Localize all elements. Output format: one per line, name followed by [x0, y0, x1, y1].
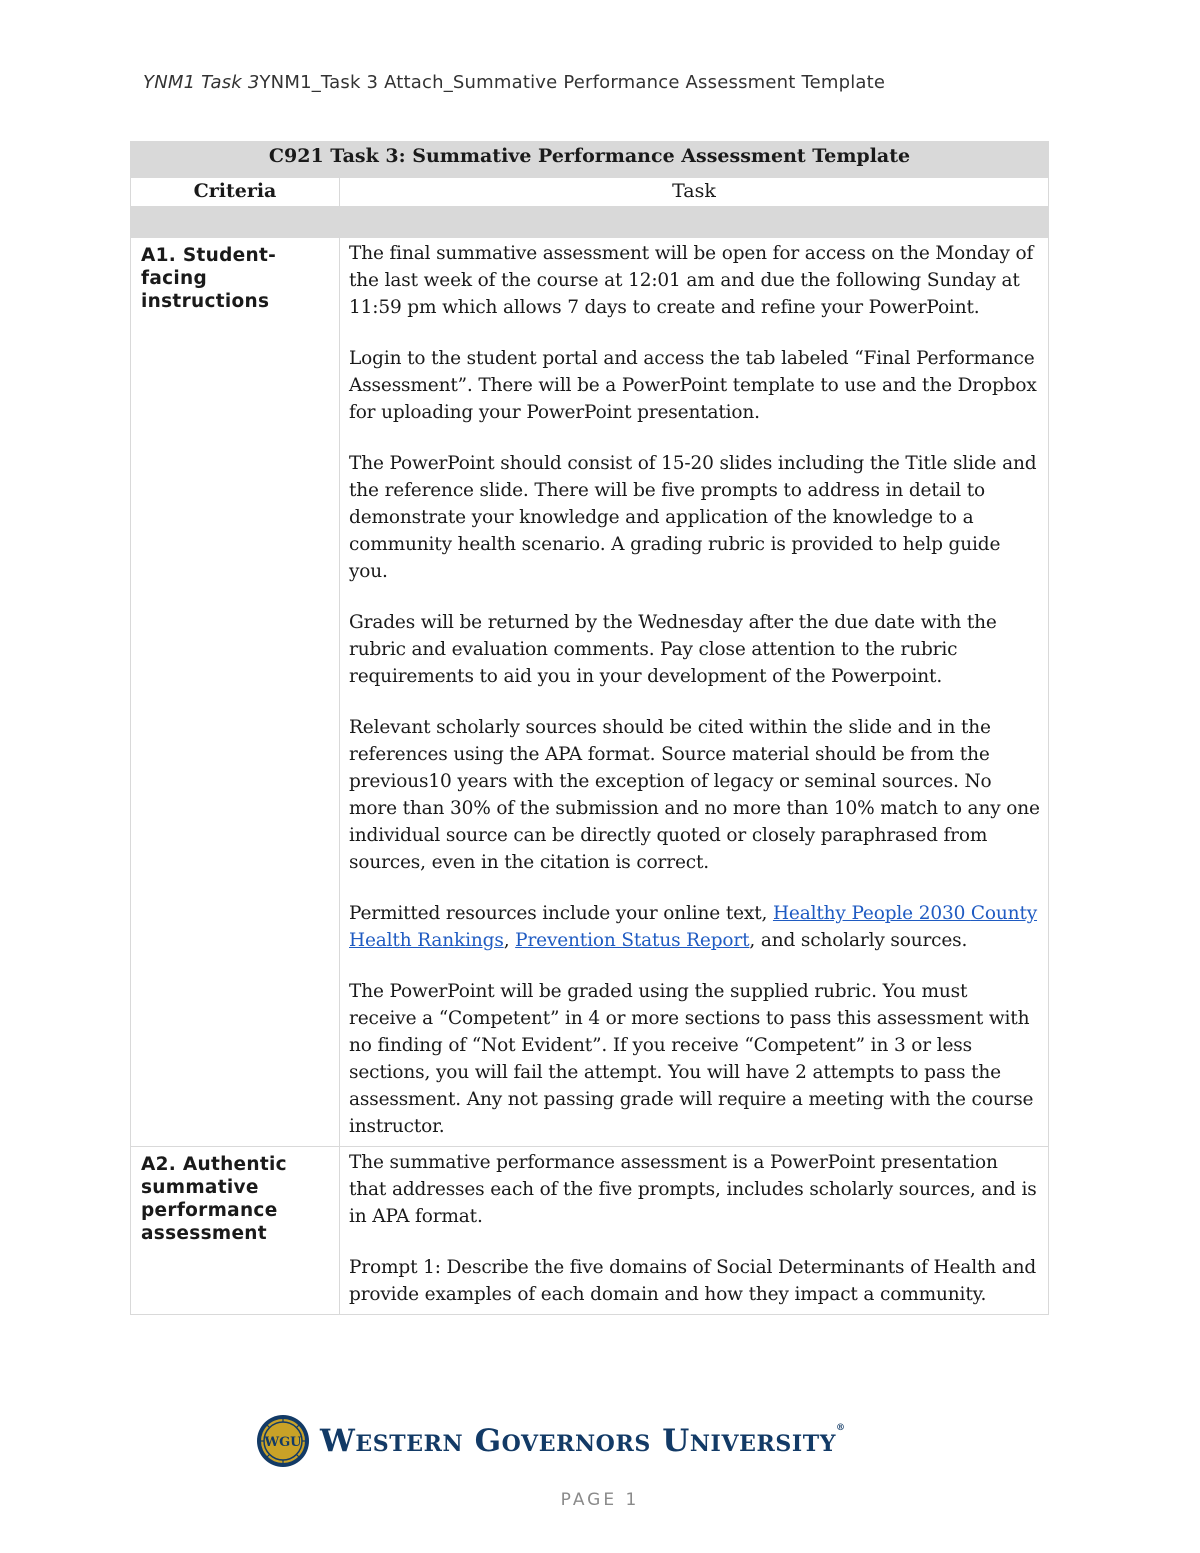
wgu-seal-icon — [256, 1414, 310, 1468]
task-cell-a1 — [340, 238, 1049, 1147]
table-header-row — [131, 178, 1049, 207]
link-healthy-people-2030[interactable]: Healthy People 2030 — [772, 903, 971, 924]
task-paragraph: Grades will be returned by the Wednesday after the due date with the rubric and evaluation comments. Pay close attention to the rubric requirements to aid you in your development of the Powerpoint. — [349, 612, 997, 687]
table-row — [131, 1147, 1049, 1315]
trademark-mark: ® — [836, 1423, 846, 1433]
task-paragraph: Prompt 1: Describe the five domains of Social Determinants of Health and provide examples of each domain and how they impact a community. — [349, 1257, 1037, 1305]
column-header-criteria: Criteria — [131, 178, 340, 207]
criteria-label-a2: A2. Authentic summative performance assessment — [131, 1147, 340, 1315]
table-title: C921 Task 3: Summative Performance Assessment Template — [131, 142, 1049, 178]
task-paragraph: The PowerPoint should consist of 15-20 slides including the Title slide and the reference slide. There will be five prompts to address in detail to demonstrate your knowledge and application of the knowledge to a community health scenario. A grading rubric is provided to help guide you. — [349, 453, 1037, 582]
link-prevention-status-report[interactable]: Prevention Status Report — [515, 930, 750, 951]
logo-monogram: WGU — [264, 1435, 302, 1450]
column-header-task: Task — [340, 178, 1049, 207]
link-county-health-rankings[interactable]: County Health Rankings — [349, 903, 1038, 951]
assessment-table — [130, 141, 1049, 1315]
table-row — [131, 238, 1049, 1147]
task-paragraph: The final summative assessment will be open for access on the Monday of the last week of the course at 12:01 am and due the following Sunday at 11:59 pm which allows 7 days to create and refine your PowerPoint. — [349, 243, 1034, 318]
logo-text: Western Governors University — [320, 1423, 837, 1459]
task-paragraph: The PowerPoint will be graded using the supplied rubric. You must receive a “Competent” in 4 or more sections to pass this assessment with no finding of “Not Evident”. If you receive “Competent” in 3 or less sections, you will fail the attempt. You will have 2 attempts to pass the assessment. Any not passing grade will require a meeting with the course instructor. — [349, 981, 1034, 1137]
table-title-row — [131, 142, 1049, 178]
resources-suffix: , and scholarly sources. — [749, 930, 968, 951]
document-header — [143, 72, 885, 93]
task-cell-a2 — [340, 1147, 1049, 1315]
page-number: PAGE 1 — [560, 1490, 640, 1510]
criteria-label-a1: A1. Student-facing instructions — [131, 238, 340, 1147]
resources-separator: , — [503, 930, 516, 951]
header-filename: YNM1_Task 3 Attach_Summative Performance Assessment Template — [259, 72, 886, 93]
resources-paragraph — [349, 900, 1040, 954]
table-spacer-row — [131, 207, 1049, 238]
task-paragraph: The summative performance assessment is a PowerPoint presentation that addresses each of the five prompts, includes scholarly sources, and is in APA format. — [349, 1152, 1037, 1227]
task-paragraph: Login to the student portal and access the tab labeled “Final Performance Assessment”. There will be a PowerPoint template to use and the Dropbox for uploading your PowerPoint presentation. — [349, 348, 1037, 423]
logo-wordmark — [320, 1423, 846, 1459]
task-paragraph: Relevant scholarly sources should be cited within the slide and in the references using the APA format. Source material should be from the previous10 years with the exception of legacy or seminal sources. No more than 30% of the submission and no more than 10% match to any one individual source can be directly quoted or closely paraphrased from sources, even in the citation is correct. — [349, 717, 1040, 873]
resources-prefix: Permitted resources include your online text, — [349, 903, 773, 924]
header-task-id: YNM1 Task 3 — [143, 72, 260, 93]
wgu-logo — [256, 1412, 846, 1470]
